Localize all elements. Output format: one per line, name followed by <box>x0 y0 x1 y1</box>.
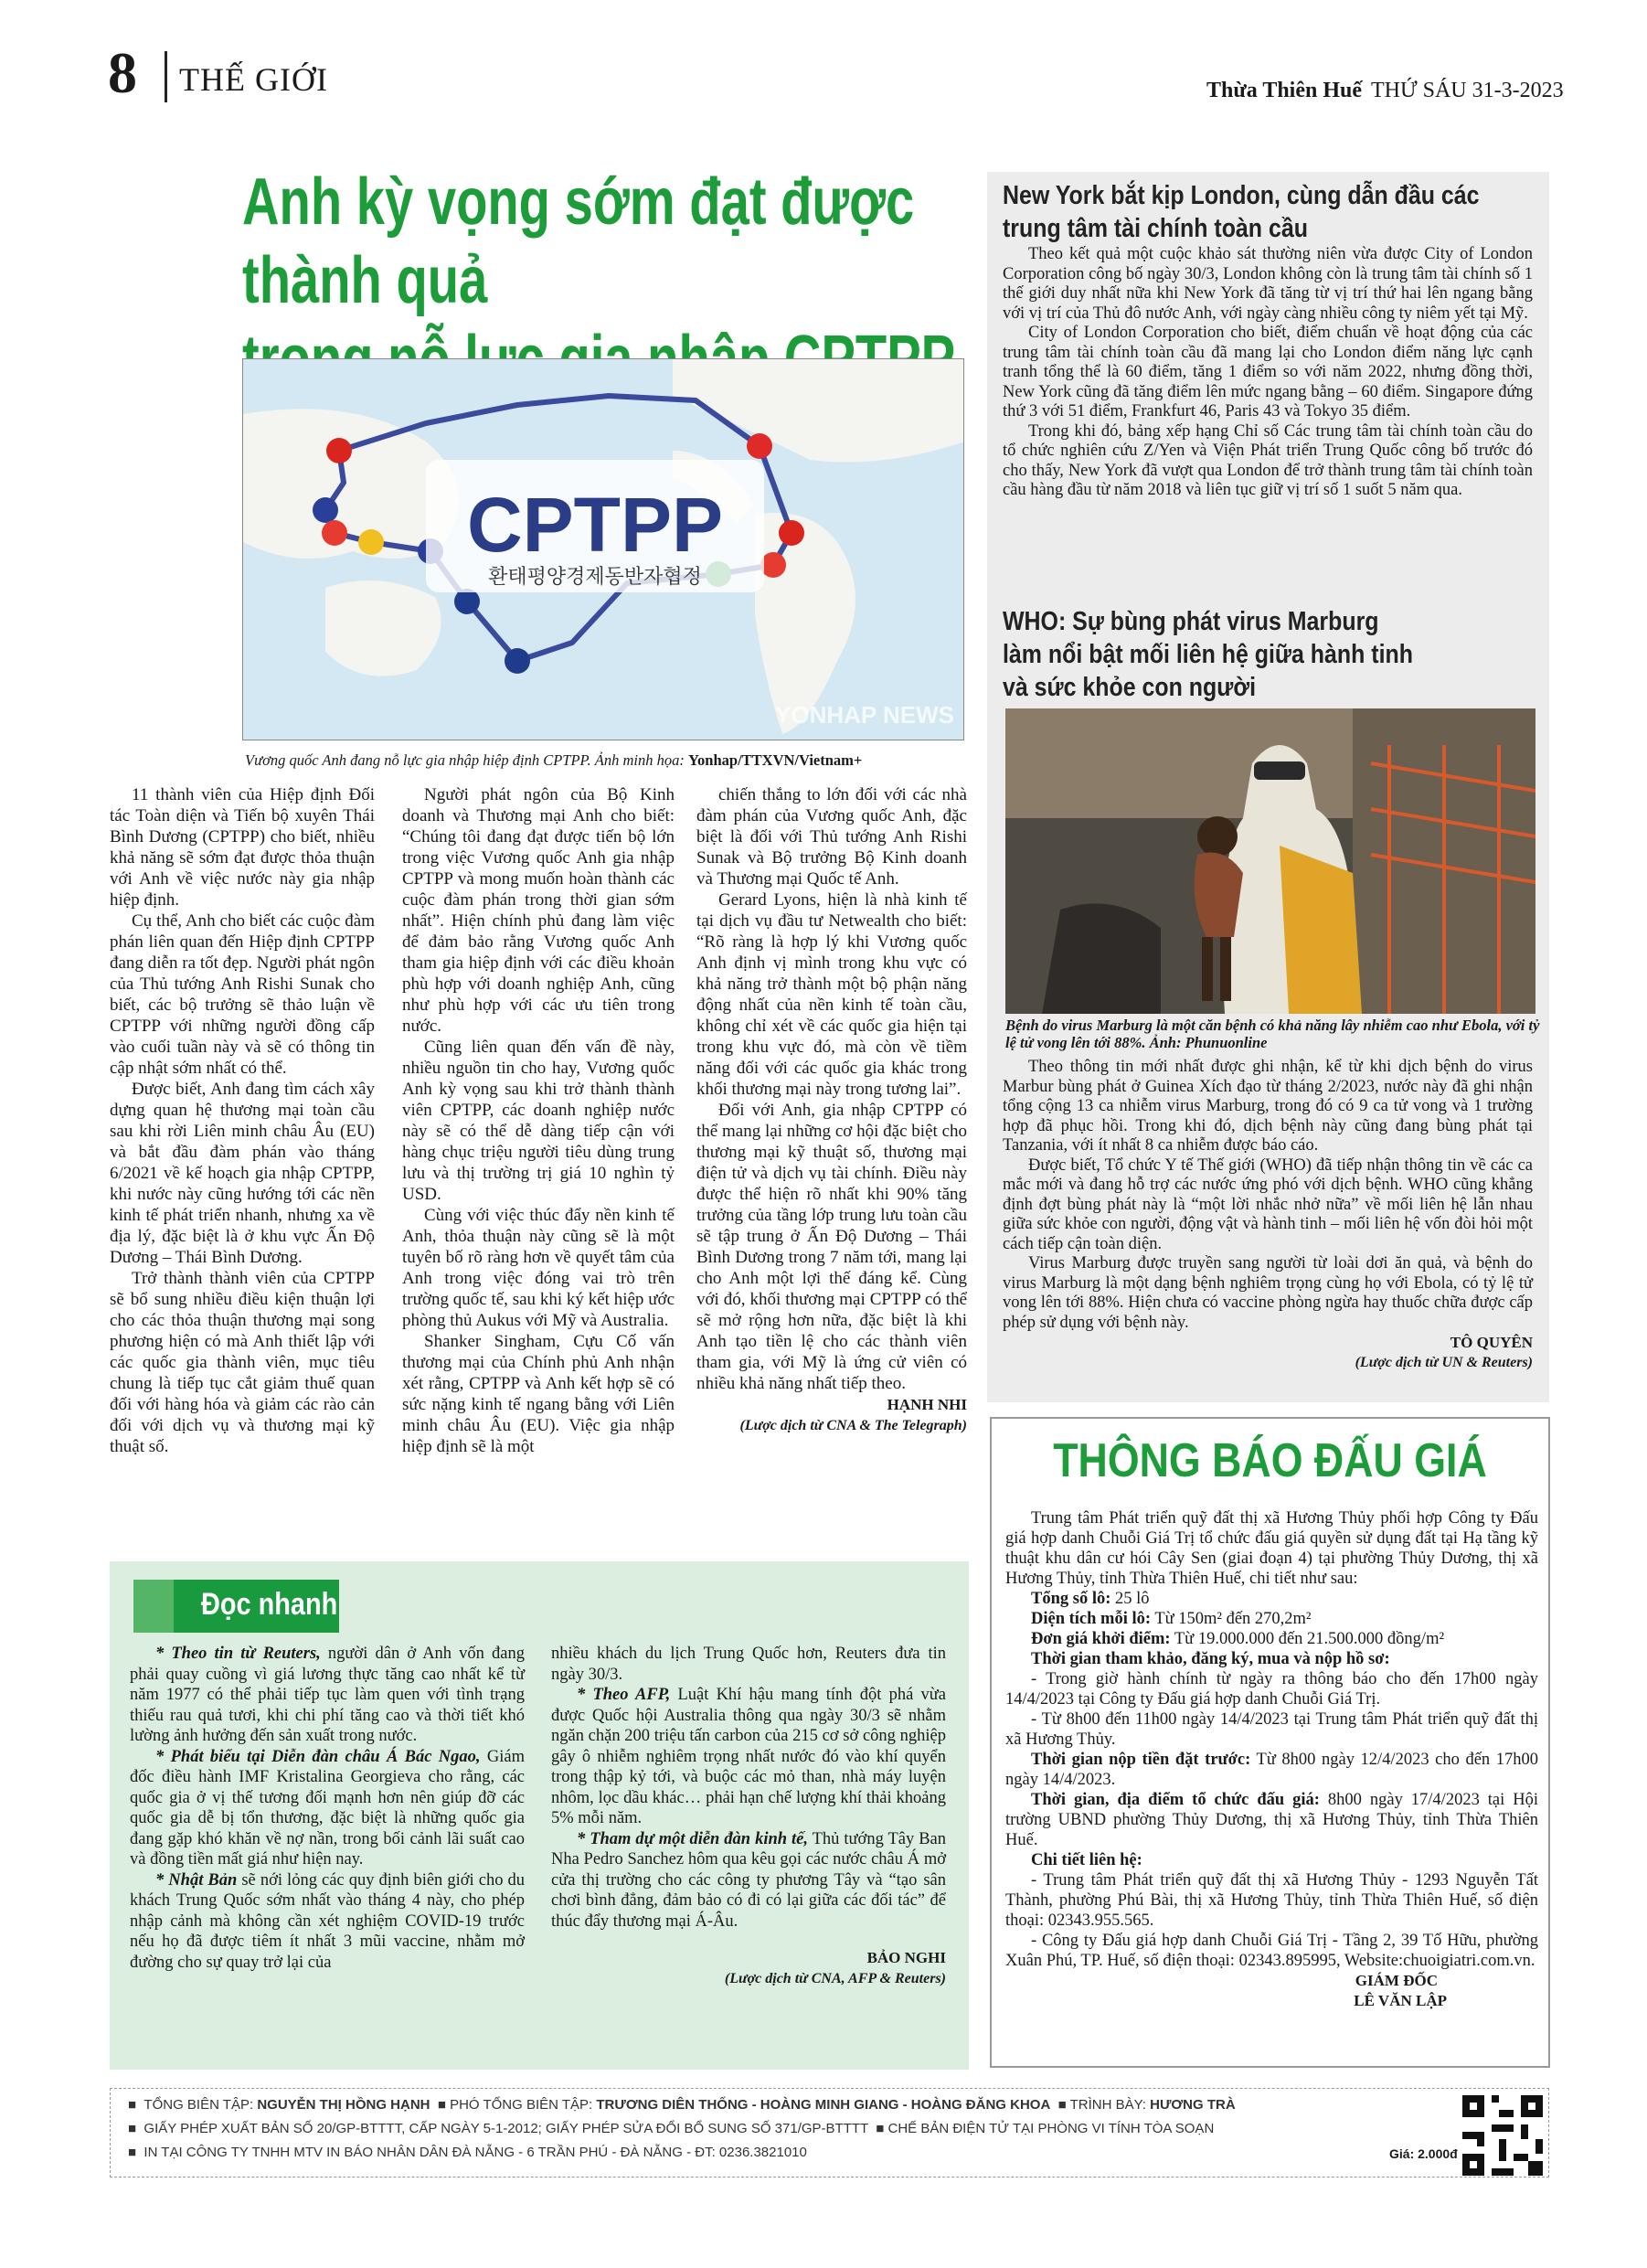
paragraph: Được biết, Anh đang tìm cách xây dựng quan hệ thương mại toàn cầu sau khi rời Liên minh châu Âu (EU) và bắt đầu đàm phán vào tháng 6/2021 về kế hoạch gia nhập CPTPP, khi nước này cũng hướng tới các nền kinh tế phát triển nhanh, nhưng xa về địa lý, đặc biệt là ở khu vực Ấn Độ Dương – Thái Bình Dương. <box>110 1080 375 1267</box>
auction-lots: Tổng số lô: 25 lô <box>1031 1590 1150 1608</box>
paragraph: Theo kết quả một cuộc khảo sát thường niên vừa được City of London Corporation công bố ngày 30/3, London không còn là trung tâm tài chính số 1 thế giới duy nhất nữa khi New York đã tăng từ vị trí thứ hai lên ngang bằng với vị trí của Thủ đô nước Anh, với ngày càng nhiều công ty niêm yết tại Mỹ. <box>1003 245 1533 323</box>
ny-headline-line: New York bắt kịp London, cùng dẫn đầu các <box>1003 181 1480 210</box>
headline-line-1: Anh kỳ vọng sớm đạt được thành quả <box>242 165 915 317</box>
auction-title: THÔNG BÁO ĐẤU GIÁ <box>1053 1434 1487 1487</box>
auction-event: Thời gian, địa điểm tổ chức đấu giá: 8h00 ngày 17/4/2023 tại Hội trường UBND phường Thủy Dương, thị xã Hương Thủy, tỉnh Thừa Thiên Huế. <box>1005 1791 1538 1849</box>
ny-headline <box>1003 179 1537 245</box>
auction-signer-title: GIÁM ĐỐC <box>1355 1972 1438 1989</box>
auction-time-1: - Trong giờ hành chính từ ngày ra thông báo cho đến 17h00 ngày 14/4/2023 tại Công ty Đấu giá hợp danh Chuỗi Giá Trị. <box>1005 1670 1538 1709</box>
photo-watermark: YONHAP NEWS <box>775 701 954 729</box>
page-number: 8 <box>108 40 137 105</box>
section-title: THẾ GIỚI <box>179 61 328 98</box>
quick-item: * Tham dự một diễn đàn kinh tế, Thủ tướng Tây Ban Nha Pedro Sanchez hôm qua kêu gọi các nước châu Á mở cửa thị trường cho các công ty phương Tây và “tạo sân chơi bình đẳng, đảm bảo có đi có lại giữa các đối tác” để thúc đẩy thương mại Á-Âu. <box>551 1829 946 1931</box>
photo-korean-label: 환태평양경제동반자협정 <box>488 566 702 589</box>
auction-area: Diện tích mỗi lô: Từ 150m² đến 270,2m² <box>1031 1610 1312 1628</box>
paragraph: Cụ thể, Anh cho biết các cuộc đàm phán liên quan đến Hiệp định CPTPP đang diễn ra tốt đẹp. Người phát ngôn của Thủ tướng Anh Rishi Sunak cho biết, các bộ trưởng sẽ thảo luận về CPTPP với những người đồng cấp vào cuối tuần này và sẽ có thông tin cập nhật sớm nhất có thể. <box>110 911 375 1078</box>
auction-signer-name: LÊ VĂN LẬP <box>1354 1992 1447 2009</box>
cptpp-map-photo <box>242 358 964 740</box>
paragraph: Theo thông tin mới nhất được ghi nhận, kể từ khi dịch bệnh do virus Marbur bùng phát ở Guinea Xích đạo từ tháng 2/2023, nước này đã ghi nhận tổng cộng 13 ca nhiễm virus Marburg, trong đó có 9 ca tử vong và 1 trường hợp đã phục hồi. Trong khi đó, dịch bệnh này cũng đang bùng phát tại Tanzania, với ít nhất 8 ca nhiễm được báo cáo. <box>1003 1058 1533 1155</box>
paragraph: Trở thành thành viên của CPTPP sẽ bổ sung nhiều điều kiện thuận lợi cho các thỏa thuận thương mại song phương hiện có mà Anh thiết lập với các quốc gia thành viên, mục tiêu chung là tiếp tục cắt giảm thuế quan đối với hàng hóa và giảm các rào cản đối với dịch vụ và thương mại kỹ thuật số. <box>110 1269 375 1456</box>
auction-time-2: - Từ 8h00 đến 11h00 ngày 14/4/2023 tại Trung tâm Phát triển quỹ đất thị xã Hương Thủy. <box>1005 1710 1538 1749</box>
auction-deposit: Thời gian nộp tiền đặt trước: Từ 8h00 ngày 12/4/2023 cho đến 17h00 ngày 14/4/2023. <box>1005 1751 1538 1789</box>
auction-price: Đơn giá khởi điểm: Từ 19.000.000 đến 21.500.000 đồng/m² <box>1031 1630 1444 1648</box>
quick-read-title: Đọc nhanh <box>201 1587 338 1622</box>
ny-headline-line: trung tâm tài chính toàn cầu <box>1003 214 1308 243</box>
article-source: (Lược dịch từ CNA & The Telegraph) <box>739 1418 967 1433</box>
footer-line-3: ■ IN TẠI CÔNG TY TNHH MTV IN BÁO NHÂN DÂN ĐÀ NẴNG - 6 TRẦN PHÚ - ĐÀ NẴNG - ĐT: 0236.3821010 <box>128 2145 807 2160</box>
who-article-body <box>1003 1058 1533 1372</box>
who-headline-line: và sức khỏe con người <box>1003 673 1257 702</box>
qr-code-graphic <box>1462 2095 1543 2176</box>
who-source: (Lược dịch từ UN & Reuters) <box>1355 1354 1533 1370</box>
quick-read-column-1 <box>130 1644 525 1973</box>
paragraph: Được biết, Tổ chức Y tế Thế giới (WHO) đã tiếp nhận thông tin về các ca mắc mới và đang hỗ trợ các nước ứng phó với dịch bệnh. WHO cũng khẳng định đợt bùng phát này là “một lời nhắc nhở nữa” về mối liên hệ lẫn nhau giữa sức khỏe con người, động vật và hành tinh – mối liên hệ vốn đòi hỏi một cách tiếp cận toàn diện. <box>1003 1155 1533 1253</box>
header-divider <box>165 51 167 102</box>
paragraph: Cũng liên quan đến vấn đề này, nhiều nguồn tin cho hay, Vương quốc Anh kỳ vọng sau khi trở thành thành viên CPTPP, các doanh nghiệp nước này sẽ có thể dễ dàng tiếp cận với hàng chục triệu người tiêu dùng trung lưu và thị trường trị giá 10 nghìn tỷ USD. <box>402 1038 675 1204</box>
auction-intro: Trung tâm Phát triển quỹ đất thị xã Hương Thủy phối hợp Công ty Đấu giá hợp danh Chuỗi Giá Trị tổ chức đấu giá quyền sử dụng đất tại Hạ tầng kỹ thuật khu dân cư hói Cây Sen (giai đoạn 4) tại phường Thủy Dương, thị xã Hương Thủy, tỉnh Thừa Thiên Huế, chi tiết như sau: <box>1005 1509 1538 1588</box>
article-column-2 <box>402 784 675 1457</box>
article-column-3 <box>696 784 967 1436</box>
paragraph: chiến thắng to lớn đối với các nhà đàm phán của Vương quốc Anh, đặc biệt là đối với Thủ tướng Anh Rishi Sunak và Bộ trưởng Bộ Kinh doanh và Thương mại Quốc tế Anh. <box>696 785 967 889</box>
article-author: HẠNH NHI <box>887 1396 967 1413</box>
who-headline-line: làm nổi bật mối liên hệ giữa hành tinh <box>1003 640 1414 669</box>
paragraph: Trong khi đó, bảng xếp hạng Chỉ số Các trung tâm tài chính toàn cầu do tổ chức nghiên cứu Z/Yen và Viện Phát triển Trung Quốc công bố trước đó cho thấy, New York đã vượt qua London để trở thành trung tâm tài chính toàn cầu hàng đầu từ năm 2018 và liên tục giữ vị trí số 1 suốt 5 năm qua. <box>1003 421 1533 499</box>
who-headline <box>1003 605 1537 704</box>
paragraph: Cùng với việc thúc đẩy nền kinh tế Anh, thỏa thuận này cũng sẽ là một tuyên bố rõ ràng hơn về quyết tâm của Anh trong việc đóng vai trò trên trường quốc tế, sau khi ký kết hiệp ước phòng thủ Aukus với Mỹ và Australia. <box>402 1206 675 1330</box>
health-worker-illustration <box>1005 708 1535 1014</box>
who-photo-caption: Bệnh do virus Marburg là một căn bệnh có khả năng lây nhiễm cao như Ebola, với tỷ lệ tử vong lên tới 88%. Ảnh: Phunuonline <box>1005 1017 1540 1051</box>
quick-read-accent <box>133 1580 174 1633</box>
quick-author: BẢO NGHI <box>866 1949 946 1966</box>
who-author: TÔ QUYÊN <box>1450 1334 1533 1351</box>
paragraph: Đối với Anh, gia nhập CPTPP có thể mang lại những cơ hội đặc biệt cho thương mại kỹ thuật số, thương mại điện tử và dịch vụ tài chính. Điều này được thể hiện rõ nhất khi 90% tăng trưởng của tầng lớp trung lưu toàn cầu sẽ tập trung ở Ấn Độ Dương – Thái Bình Dương trong 7 năm tới, mang lại cho Anh một lợi thế đáng kể. Cùng với đó, khối thương mại CPTPP có thể sẽ mở rộng hơn nữa, đặc biệt là khi Anh tạo tiền lệ cho các thành viên tham gia, với Mỹ là ứng cử viên có nhiều khả năng nhất tiếp theo. <box>696 1101 967 1393</box>
issue-date: THỨ SÁU 31-3-2023 <box>1371 79 1564 102</box>
quick-item: nhiều khách du lịch Trung Quốc hơn, Reuters đưa tin ngày 30/3. <box>551 1645 946 1684</box>
auction-time-label: Thời gian tham khảo, đăng ký, mua và nộp hồ sơ: <box>1031 1650 1390 1668</box>
auction-contact-1: - Trung tâm Phát triển quỹ đất thị xã Hương Thủy - 1293 Nguyễn Tất Thành, phường Phú Bài, thị xã Hương Thủy, tỉnh Thừa Thiên Huế, số điện thoại: 02343.955.565. <box>1005 1871 1538 1930</box>
price-label: Giá: 2.000đ <box>1389 2146 1458 2161</box>
quick-item: * Phát biểu tại Diễn đàn châu Á Bác Ngao, Giám đốc điều hành IMF Kristalina Georgieva cho rằng, các quốc gia ở vị thế tương đối mạnh hơn nên giúp đỡ các quốc gia dễ bị tổn thương, đặc biệt là những quốc gia đang gặp khó khăn về nợ nần, trong bối cảnh lãi suất cao và đồng tiền mất giá như hiện nay. <box>130 1747 525 1869</box>
photo-caption: Vương quốc Anh đang nỗ lực gia nhập hiệp định CPTPP. Ảnh minh họa: Yonhap/TTXVN/Vietnam+ <box>245 751 863 769</box>
ebola-worker-photo <box>1005 708 1535 1014</box>
paragraph: Gerard Lyons, hiện là nhà kinh tế tại dịch vụ đầu tư Netwealth cho biết: “Rõ ràng là hợp lý khi Vương quốc Anh định vị mình trong khu vực có khả năng trở thành một bộ phận năng động nhất của nền kinh tế toàn cầu, không chỉ xét về các quốc gia hiện tại trong khu vực đó, mà còn về tiềm năng đối với các quốc gia khác trong khối thương mại này trong tương lai”. <box>696 890 967 1099</box>
paragraph: Shanker Singham, Cựu Cố vấn thương mại của Chính phủ Anh nhận xét rằng, CPTPP và Anh kết hợp sẽ có sức nặng kinh tế ngang bằng với Liên minh châu Âu (EU). Việc gia nhập hiệp định sẽ là một <box>402 1332 675 1456</box>
qr-code-icon[interactable] <box>1462 2095 1543 2176</box>
quick-source: (Lược dịch từ CNA, AFP & Reuters) <box>724 1970 946 1986</box>
paragraph: City of London Corporation cho biết, điểm chuẩn về hoạt động của các trung tâm tài chính toàn cầu đã mang lại cho London điểm năng lực cạnh tranh tổng thể là 60 điểm, tăng 1 điểm so với năm 2022, nhưng đồng thời, New York cũng đã tăng điểm lên mức ngang bằng – 60 điểm. Singapore đứng thứ 3 với 51 điểm, Frankfurt 46, Paris 43 và Tokyo 35 điểm. <box>1003 324 1533 421</box>
footer-line-2: ■ GIẤY PHÉP XUẤT BẢN SỐ 20/GP-BTTTT, CẤP NGÀY 5-1-2012; GIẤY PHÉP SỬA ĐỔI BỔ SUNG SỐ 371/GP-BTTTT ■ CHẾ BẢN ĐIỆN TỬ TẠI PHÒNG VI TÍNH TÒA SOẠN <box>128 2121 1215 2136</box>
ny-article-body <box>1003 245 1533 501</box>
world-map-illustration <box>243 359 964 740</box>
auction-body <box>1005 1508 1538 2011</box>
who-headline-line: WHO: Sự bùng phát virus Marburg <box>1003 607 1379 636</box>
photo-cptpp-label: CPTPP <box>466 482 724 568</box>
auction-contact-label: Chi tiết liên hệ: <box>1031 1851 1142 1869</box>
newspaper-name: Thừa Thiên Huế <box>1206 79 1363 102</box>
paragraph: Người phát ngôn của Bộ Kinh doanh và Thương mại Anh cho biết: “Chúng tôi đang đạt được tiến bộ lớn trong việc Vương quốc Anh gia nhập CPTPP và mong muốn hoàn thành các cuộc đàm phán trong thời gian sớm nhất”. Hiện chính phủ đang làm việc để đảm bảo rằng Vương quốc Anh tham gia hiệp định với các điều khoản phù hợp với doanh nghiệp Anh, cũng như phù hợp với các ưu tiên trong nước. <box>402 785 675 1036</box>
article-column-1 <box>110 784 375 1457</box>
paragraph: 11 thành viên của Hiệp định Đối tác Toàn diện và Tiến bộ xuyên Thái Bình Dương (CPTPP) cho biết, nhiều khả năng sẽ sớm đạt được thỏa thuận với Anh về việc nước này gia nhập hiệp định. <box>110 785 375 910</box>
quick-item: * Nhật Bản sẽ nới lỏng các quy định biên giới cho du khách Trung Quốc sớm nhất vào tháng 4 này, cho phép nhập cảnh mà không cần xét nghiệm COVID-19 trước nếu họ đã được tiêm ít nhất 3 mũi vaccine, nhằm mở đường cho sự quay trở lại của <box>130 1870 526 1972</box>
quick-item: * Theo tin từ Reuters, người dân ở Anh vốn đang phải quay cuồng vì giá lương thực tăng cao nhất kể từ năm 1977 có thể phải tiếp tục làm quen với tình trạng thiếu rau quả tươi, khi chi phí tăng cao và thời tiết khó lường ảnh hưởng đến sản xuất trong nước. <box>130 1645 526 1745</box>
paragraph: Virus Marburg được truyền sang người từ loài dơi ăn quả, và bệnh do virus Marburg là một dạng bệnh nghiêm trọng cùng họ với Ebola, có tỷ lệ tử vong lên tới 88%. Hiện chưa có vaccine phòng ngừa hay thuốc chữa được cấp phép sử dụng với bệnh này. <box>1003 1254 1533 1332</box>
footer-line-1: ■ TỔNG BIÊN TẬP: NGUYỄN THỊ HỒNG HẠNH ■ PHÓ TỔNG BIÊN TẬP: TRƯƠNG DIÊN THỐNG - HOÀNG MINH GIANG - HOÀNG ĐĂNG KHOA ■ TRÌNH BÀY: HƯƠNG TRÀ <box>128 2097 1236 2113</box>
quick-item: * Theo AFP, Luật Khí hậu mang tính đột phá vừa được Quốc hội Australia thông qua ngày 30/3 sẽ nhằm ngăn chặn 200 triệu tấn carbon của 215 cơ sở công nghiệp gây ô nhiễm nghiêm trọng nhất nước đó vào khí quyển trong thập kỷ tới, và buộc các mỏ than, nhà máy luyện nhôm, lọc dầu khác… phải hạn chế lượng khí thải khoảng 5% mỗi năm. <box>551 1686 946 1827</box>
quick-read-column-2 <box>551 1644 946 1989</box>
auction-contact-2: - Công ty Đấu giá hợp danh Chuỗi Giá Trị - Tầng 2, 39 Tố Hữu, phường Xuân Phú, TP. Huế, số điện thoại: 02343.895995, Website:chuoigiatri.com.vn. <box>1005 1932 1538 1970</box>
